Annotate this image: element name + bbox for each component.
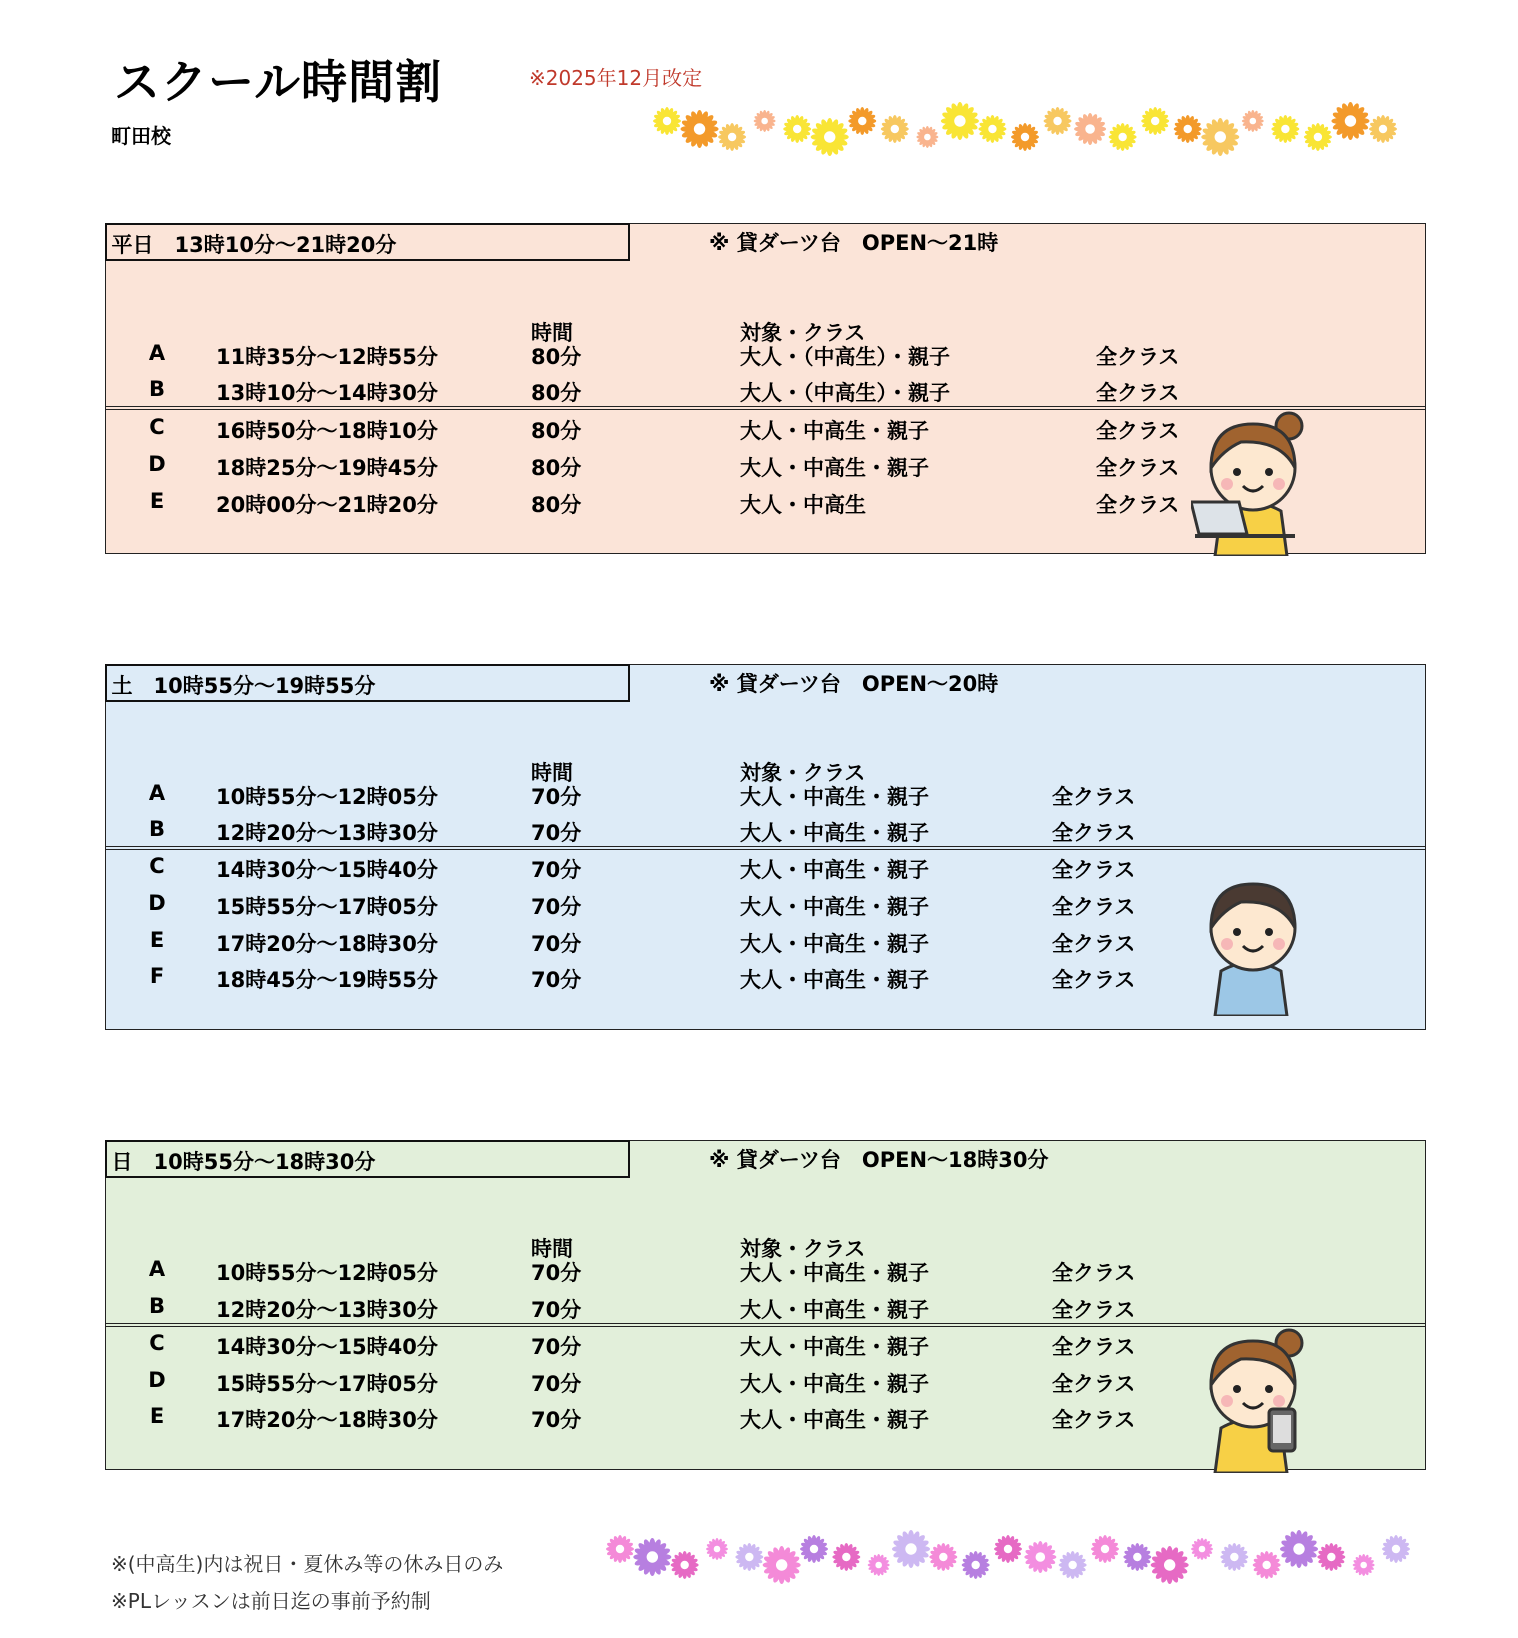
flower-icon xyxy=(1317,1543,1345,1571)
duration: 70分 xyxy=(531,1261,582,1285)
flower-icon xyxy=(881,115,909,143)
target: 大人・中高生・親子 xyxy=(740,1261,929,1285)
flower-icon xyxy=(916,126,938,148)
class-type: 全クラス xyxy=(1096,493,1180,517)
duration: 70分 xyxy=(531,895,582,919)
target: 大人・中高生・親子 xyxy=(740,1335,929,1359)
flower-icon xyxy=(941,102,979,140)
flower-icon xyxy=(1220,1543,1248,1571)
class-type: 全クラス xyxy=(1052,1408,1136,1432)
slot-label: A xyxy=(148,341,166,365)
flower-icon xyxy=(868,1554,890,1576)
flower-icon xyxy=(1369,115,1397,143)
flower-icon xyxy=(1123,1543,1151,1571)
slot-label: A xyxy=(148,1257,166,1281)
school-name: 町田校 xyxy=(111,124,171,148)
flower-icon xyxy=(606,1535,634,1563)
column-duration: 時間 xyxy=(531,761,573,785)
target: 大人・中高生・親子 xyxy=(740,1298,929,1322)
dart-open-note: ※ 貸ダーツ台 OPEN～21時 xyxy=(709,231,999,255)
slot-label: C xyxy=(149,1331,165,1355)
time-range: 14時30分～15時40分 xyxy=(216,858,438,882)
flower-icon xyxy=(783,115,811,143)
slot-label: E xyxy=(149,1404,165,1428)
class-type: 全クラス xyxy=(1052,821,1136,845)
target: 大人・中高生・親子 xyxy=(740,968,929,992)
class-type: 全クラス xyxy=(1052,932,1136,956)
slot-label: D xyxy=(148,891,166,915)
flower-icon xyxy=(735,1543,763,1571)
flower-icon xyxy=(1109,123,1137,151)
flower-icon xyxy=(653,107,681,135)
target: 大人・中高生 xyxy=(740,493,866,517)
duration: 80分 xyxy=(531,381,582,405)
time-range: 12時20分～13時30分 xyxy=(216,821,438,845)
time-range: 17時20分～18時30分 xyxy=(216,1408,438,1432)
section-title: 土 10時55分～19時55分 xyxy=(105,664,630,702)
flower-icon xyxy=(1280,1530,1318,1568)
schedule-saturday xyxy=(105,664,1426,1030)
target: 大人・中高生・親子 xyxy=(740,858,929,882)
flower-icon xyxy=(1174,115,1202,143)
flower-icon xyxy=(754,110,776,132)
time-range: 13時10分～14時30分 xyxy=(216,381,438,405)
duration: 80分 xyxy=(531,493,582,517)
column-duration: 時間 xyxy=(531,1237,573,1261)
time-range: 14時30分～15時40分 xyxy=(216,1335,438,1359)
target: 大人・中高生・親子 xyxy=(740,456,929,480)
class-type: 全クラス xyxy=(1052,858,1136,882)
target: 大人・中高生・親子 xyxy=(740,1372,929,1396)
flower-icon xyxy=(848,107,876,135)
section-title: 日 10時55分～18時30分 xyxy=(105,1140,630,1178)
girl-phone-illustration xyxy=(1191,1323,1321,1473)
flower-icon xyxy=(994,1535,1022,1563)
column-target: 対象・クラス xyxy=(740,1237,866,1261)
dart-open-note: ※ 貸ダーツ台 OPEN～18時30分 xyxy=(709,1148,1049,1172)
time-range: 12時20分～13時30分 xyxy=(216,1298,438,1322)
duration: 70分 xyxy=(531,821,582,845)
time-range: 20時00分～21時20分 xyxy=(216,493,438,517)
flower-decoration xyxy=(598,1518,1418,1596)
duration: 70分 xyxy=(531,932,582,956)
flower-icon xyxy=(1271,115,1299,143)
boy-illustration xyxy=(1191,866,1321,1016)
flower-icon xyxy=(1151,1546,1189,1584)
class-type: 全クラス xyxy=(1052,895,1136,919)
flower-icon xyxy=(1382,1535,1410,1563)
class-type: 全クラス xyxy=(1052,1372,1136,1396)
class-type: 全クラス xyxy=(1052,1261,1136,1285)
duration: 70分 xyxy=(531,858,582,882)
time-range: 16時50分～18時10分 xyxy=(216,419,438,443)
flower-icon xyxy=(811,118,849,156)
flower-icon xyxy=(892,1530,930,1568)
duration: 80分 xyxy=(531,345,582,369)
time-range: 17時20分～18時30分 xyxy=(216,932,438,956)
duration: 70分 xyxy=(531,1408,582,1432)
slot-label: D xyxy=(148,452,166,476)
class-type: 全クラス xyxy=(1096,345,1180,369)
slot-label: C xyxy=(149,854,165,878)
time-range: 15時55分～17時05分 xyxy=(216,895,438,919)
target: 大人・中高生・親子 xyxy=(740,419,929,443)
class-type: 全クラス xyxy=(1052,1335,1136,1359)
column-target: 対象・クラス xyxy=(740,761,866,785)
flower-icon xyxy=(1191,1538,1213,1560)
time-range: 10時55分～12時05分 xyxy=(216,785,438,809)
revision-note: ※2025年12月改定 xyxy=(529,66,703,90)
flower-icon xyxy=(1353,1554,1375,1576)
flower-icon xyxy=(1091,1535,1119,1563)
slot-label: B xyxy=(148,817,165,841)
footer-note: ※PLレッスンは前日迄の事前予約制 xyxy=(111,1589,431,1613)
class-type: 全クラス xyxy=(1096,456,1180,480)
slot-label: D xyxy=(148,1368,166,1392)
flower-icon xyxy=(633,1538,671,1576)
flower-icon xyxy=(929,1543,957,1571)
duration: 70分 xyxy=(531,1372,582,1396)
duration: 70分 xyxy=(531,785,582,809)
time-range: 10時55分～12時05分 xyxy=(216,1261,438,1285)
target: 大人・中高生・親子 xyxy=(740,821,929,845)
slot-label: E xyxy=(149,928,165,952)
flower-icon xyxy=(671,1551,699,1579)
flower-icon xyxy=(1141,107,1169,135)
column-target: 対象・クラス xyxy=(740,321,866,345)
flower-icon xyxy=(1044,107,1072,135)
target: 大人・中高生・親子 xyxy=(740,932,929,956)
class-type: 全クラス xyxy=(1096,419,1180,443)
flower-icon xyxy=(1059,1551,1087,1579)
slot-label: A xyxy=(148,781,166,805)
flower-icon xyxy=(718,123,746,151)
time-range: 18時45分～19時55分 xyxy=(216,968,438,992)
time-range: 18時25分～19時45分 xyxy=(216,456,438,480)
class-type: 全クラス xyxy=(1096,381,1180,405)
flower-icon xyxy=(1304,123,1332,151)
flower-icon xyxy=(763,1546,801,1584)
schedule-weekday xyxy=(105,223,1426,554)
slot-label: F xyxy=(149,964,165,988)
class-type: 全クラス xyxy=(1052,1298,1136,1322)
target: 大人・中高生・親子 xyxy=(740,1408,929,1432)
flower-icon xyxy=(706,1538,728,1560)
slot-label: C xyxy=(149,415,165,439)
flower-icon xyxy=(1024,1541,1056,1573)
flower-icon xyxy=(962,1551,990,1579)
flower-icon xyxy=(1201,118,1239,156)
time-range: 11時35分～12時55分 xyxy=(216,345,438,369)
column-duration: 時間 xyxy=(531,321,573,345)
section-title: 平日 13時10分～21時20分 xyxy=(105,223,630,261)
duration: 80分 xyxy=(531,456,582,480)
class-type: 全クラス xyxy=(1052,785,1136,809)
target: 大人・（中高生）・親子 xyxy=(740,381,950,405)
target: 大人・中高生・親子 xyxy=(740,895,929,919)
duration: 70分 xyxy=(531,1335,582,1359)
slot-label: B xyxy=(148,377,165,401)
flower-icon xyxy=(832,1543,860,1571)
flower-decoration xyxy=(645,96,1405,162)
page-title: スクール時間割 xyxy=(114,55,443,109)
flower-icon xyxy=(800,1535,828,1563)
duration: 70分 xyxy=(531,1298,582,1322)
footer-note: ※(中高生)内は祝日・夏休み等の休み日のみ xyxy=(111,1552,504,1576)
flower-icon xyxy=(1242,110,1264,132)
flower-icon xyxy=(1253,1551,1281,1579)
duration: 70分 xyxy=(531,968,582,992)
schedule-sunday xyxy=(105,1140,1426,1470)
girl-laptop-illustration xyxy=(1191,406,1321,556)
time-range: 15時55分～17時05分 xyxy=(216,1372,438,1396)
class-type: 全クラス xyxy=(1052,968,1136,992)
slot-label: B xyxy=(148,1294,165,1318)
flower-icon xyxy=(681,110,719,148)
duration: 80分 xyxy=(531,419,582,443)
flower-icon xyxy=(978,115,1006,143)
flower-icon xyxy=(1074,113,1106,145)
target: 大人・中高生・親子 xyxy=(740,785,929,809)
dart-open-note: ※ 貸ダーツ台 OPEN～20時 xyxy=(709,672,999,696)
target: 大人・（中高生）・親子 xyxy=(740,345,950,369)
flower-icon xyxy=(1331,102,1369,140)
slot-label: E xyxy=(149,489,165,513)
flower-icon xyxy=(1011,123,1039,151)
